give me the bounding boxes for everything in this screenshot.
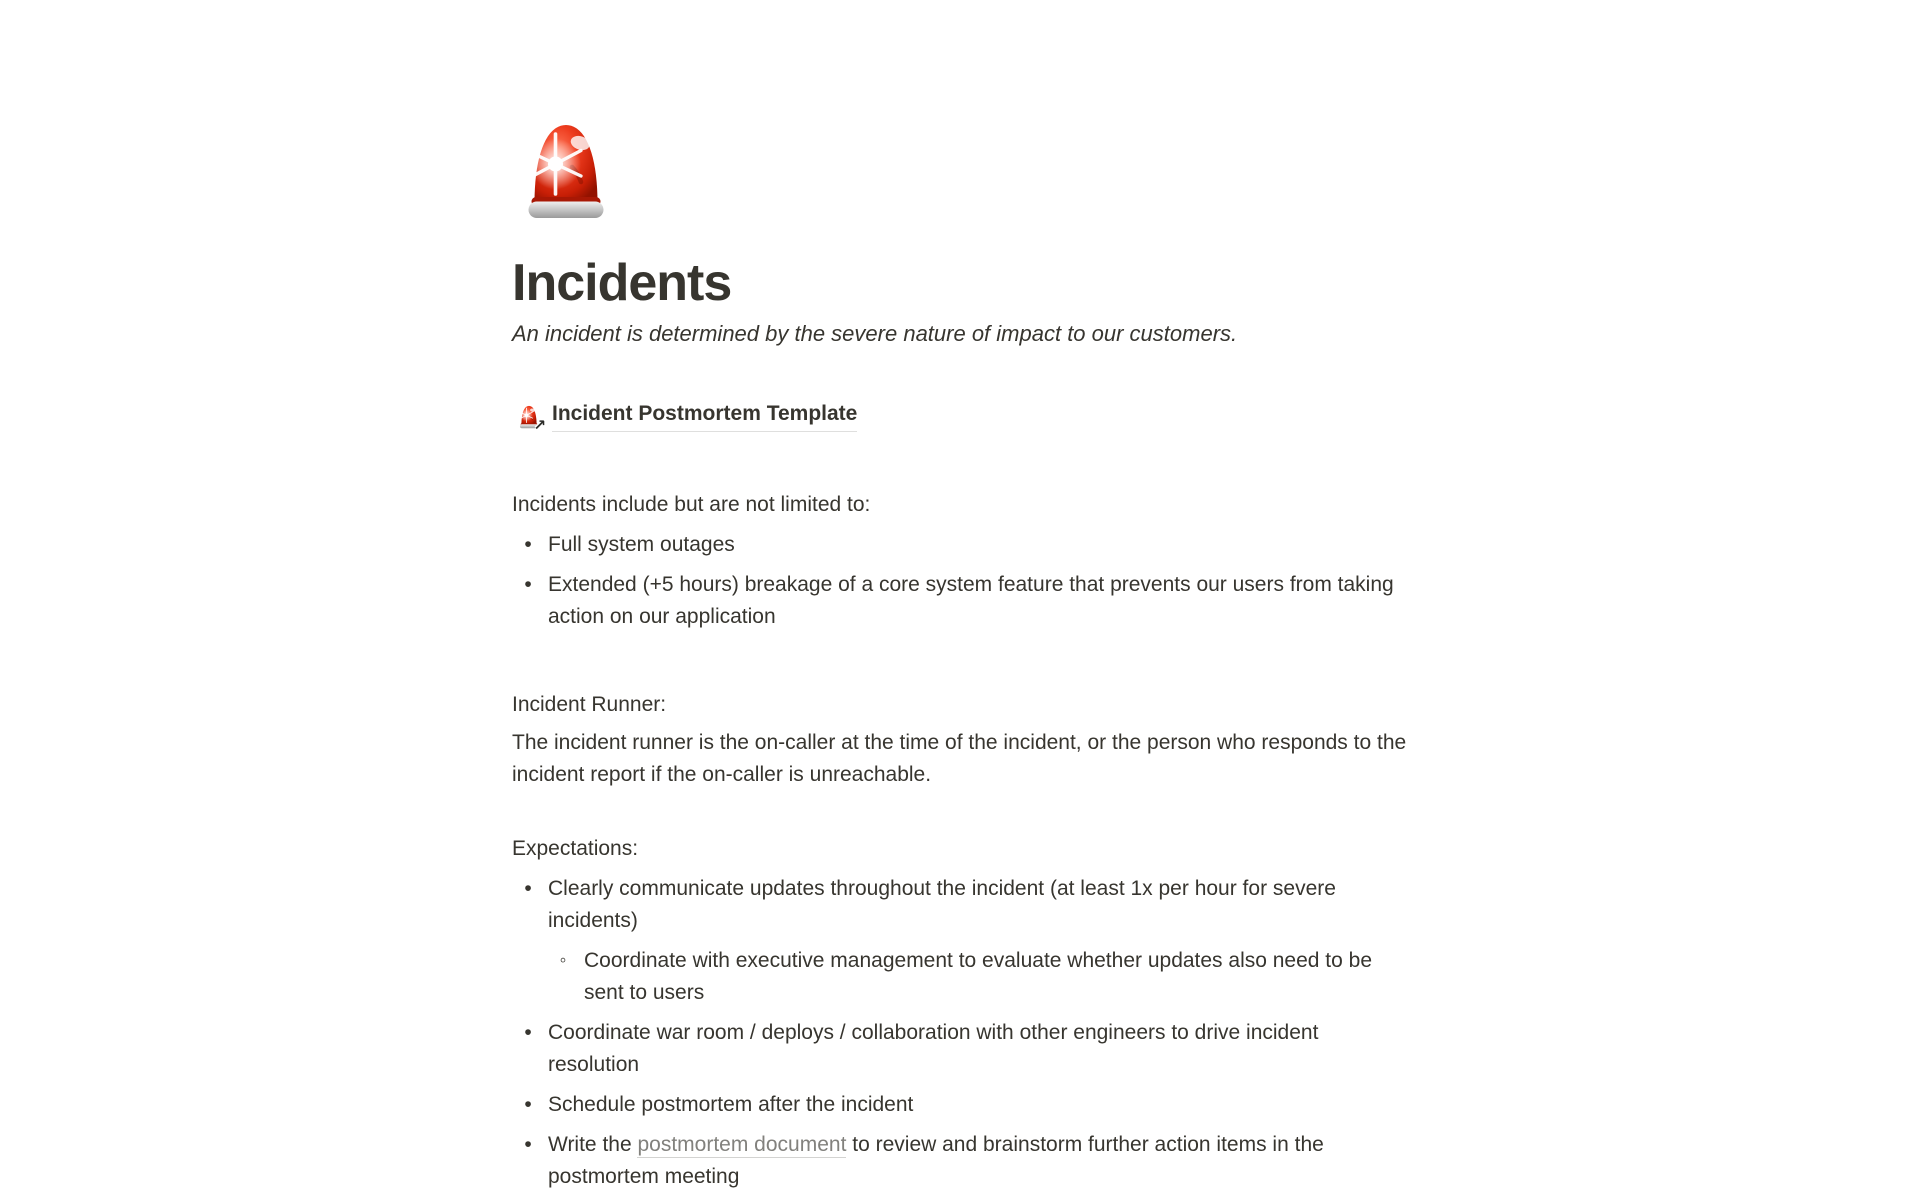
bullet-icon: • (524, 572, 532, 596)
bullet-icon: • (524, 1092, 532, 1116)
incidents-include-lead: Incidents include but are not limited to: (512, 492, 871, 516)
police-light-icon (512, 113, 620, 221)
list-item (510, 1089, 1410, 1121)
sub-list-item (548, 945, 1410, 1009)
bullet-icon: • (524, 876, 532, 900)
list-item-text: Extended (+5 hours) breakage of a core system feature that prevents our users from taking action on our application (548, 572, 1394, 628)
bullet-icon: • (524, 1020, 532, 1044)
sub-bullet-icon: ◦ (559, 949, 567, 971)
incident-types-list (510, 529, 1410, 633)
expectations-list (510, 873, 1410, 1193)
notion-document-page (510, 0, 1410, 1193)
incident-runner-heading: Incident Runner: (512, 692, 667, 716)
expectations-heading: Expectations: (512, 836, 639, 860)
sub-list-item-text: Coordinate with executive management to evaluate whether updates also need to be sent to users (584, 948, 1373, 1004)
list-item (510, 569, 1410, 633)
page-icon-police-light-emoji[interactable] (512, 113, 620, 221)
page-title: Incidents (512, 254, 732, 312)
bullet-icon: • (524, 1132, 532, 1156)
list-item-text: Coordinate war room / deploys / collaboration with other engineers to drive incident resolution (548, 1020, 1319, 1076)
external-link-arrow-icon: ↗ (533, 416, 546, 434)
expectations-sublist (548, 945, 1410, 1009)
list-item (510, 1129, 1410, 1193)
police-light-page-icon (516, 403, 546, 434)
incident-runner-body: The incident runner is the on-caller at the time of the incident, or the person who responds to the incident report if the on-caller is unreachable. (512, 730, 1407, 786)
list-item-text-after: to review and brainstorm further action items in the postmortem meeting (548, 1132, 1324, 1188)
page-subtitle: An incident is determined by the severe nature of impact to our customers. (512, 321, 1238, 346)
list-item-text: Full system outages (548, 532, 735, 556)
list-item-text: Clearly communicate updates throughout the incident (at least 1x per hour for severe incidents) (548, 876, 1336, 932)
list-item (510, 1017, 1410, 1081)
template-link-label: Incident Postmortem Template (552, 399, 857, 432)
list-item (510, 873, 1410, 1009)
bullet-icon: • (524, 532, 532, 556)
list-item-text-before: Write the (548, 1132, 638, 1156)
postmortem-document-link[interactable]: postmortem document (637, 1132, 847, 1156)
incident-postmortem-template-link[interactable] (516, 399, 857, 432)
list-item-text: Schedule postmortem after the incident (548, 1092, 914, 1116)
list-item (510, 529, 1410, 561)
